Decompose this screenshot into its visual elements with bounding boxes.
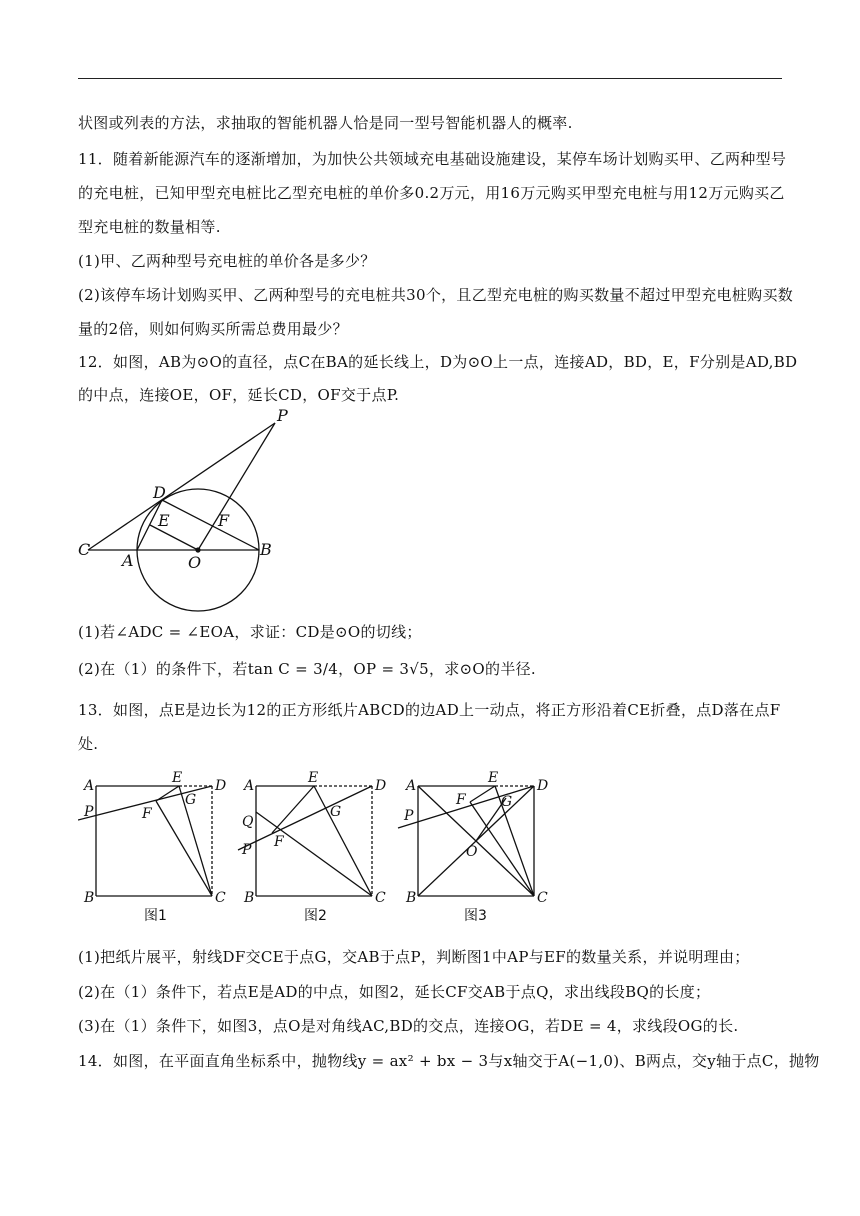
fig2-label-b: B xyxy=(244,890,255,906)
fig3 xyxy=(398,786,534,896)
q13-stem-line1: 13．如图，点E是边长为12的正方形纸片ABCD的边AD上一动点，将正方形沿着CE折叠，点D落在点F xyxy=(78,701,781,719)
fig2-label-d: D xyxy=(375,778,387,794)
q13-stem-line2: 处. xyxy=(78,735,99,753)
q12-stem-line2: 的中点，连接OE，OF，延长CD，OF交于点P. xyxy=(78,386,400,404)
fig2-label-a: A xyxy=(244,778,255,794)
fig1-label-a: A xyxy=(84,778,95,794)
fig3-label-g: G xyxy=(501,794,513,810)
fig1-caption: 图1 xyxy=(144,908,167,924)
fig1-label-g: G xyxy=(185,792,197,808)
fig2-label-p: P xyxy=(242,842,252,858)
q12-stem-line1: 12．如图，AB为⊙O的直径，点C在BA的延长线上，D为⊙O上一点，连接AD，BD，E，F分别是AD,BD xyxy=(78,353,798,371)
fig1-label-d: D xyxy=(215,778,227,794)
fig3-label-d: D xyxy=(537,778,549,794)
q13-figures xyxy=(78,768,558,928)
fig2-caption: 图2 xyxy=(304,908,327,924)
fig2-label-c: C xyxy=(375,890,386,906)
label-b: B xyxy=(260,540,272,559)
header-rule xyxy=(78,78,782,79)
fig1-label-e: E xyxy=(172,770,183,786)
q12-part2: (2)在（1）的条件下，若tan C = 3/4，OP = 3√5，求⊙O的半径. xyxy=(78,660,536,678)
q14-stem-line1: 14．如图，在平面直角坐标系中，抛物线y = ax² + bx − 3与x轴交于A(−1,0)、B两点，交y轴于点C，抛物 xyxy=(78,1052,820,1070)
q11-stem-line3: 型充电桩的数量相等. xyxy=(78,218,221,236)
fig3-label-o: O xyxy=(466,844,478,860)
fig1-label-p: P xyxy=(84,804,94,820)
fig3-label-a: A xyxy=(406,778,417,794)
label-p: P xyxy=(277,406,288,425)
fig3-label-b: B xyxy=(406,890,417,906)
q11-part1: (1)甲、乙两种型号充电桩的单价各是多少？ xyxy=(78,252,376,270)
q11-stem-line1: 11．随着新能源汽车的逐渐增加，为加快公共领域充电基础设施建设，某停车场计划购买甲、乙两种型号 xyxy=(78,150,787,168)
fig1-label-f: F xyxy=(142,806,152,822)
q12-figure xyxy=(70,405,300,615)
q11-part2-line2: 量的2倍，则如何购买所需总费用最少？ xyxy=(78,320,348,338)
q12-part1: (1)若∠ADC = ∠EOA，求证：CD是⊙O的切线； xyxy=(78,623,422,641)
fig2-label-g: G xyxy=(330,804,342,820)
q13-part3: (3)在（1）条件下，如图3，点O是对角线AC,BD的交点，连接OG，若DE = 4，求线段OG的长. xyxy=(78,1017,739,1035)
fig3-label-f: F xyxy=(456,792,466,808)
label-c: C xyxy=(78,540,91,559)
q13-part1: (1)把纸片展平，射线DF交CE于点G，交AB于点P，判断图1中AP与EF的数量关系，并说明理由； xyxy=(78,948,750,966)
fig1-label-b: B xyxy=(84,890,95,906)
center-o-dot xyxy=(195,547,200,552)
label-o: O xyxy=(188,553,202,572)
fig2-label-e: E xyxy=(308,770,319,786)
fig3-label-c: C xyxy=(537,890,548,906)
q11-part2-line1: (2)该停车场计划购买甲、乙两种型号的充电桩共30个，且乙型充电桩的购买数量不超过甲型充电桩购买数 xyxy=(78,286,794,304)
fig1-label-c: C xyxy=(215,890,226,906)
label-d: D xyxy=(153,483,166,502)
q13-part2: (2)在（1）条件下，若点E是AD的中点，如图2，延长CF交AB于点Q，求出线段BQ的长度； xyxy=(78,983,711,1001)
label-a: A xyxy=(122,551,134,570)
fig3-label-e: E xyxy=(488,770,499,786)
q10-continuation: 状图或列表的方法，求抽取的智能机器人恰是同一型号智能机器人的概率. xyxy=(78,114,573,132)
fig2-label-f: F xyxy=(274,834,284,850)
fig2 xyxy=(238,786,372,896)
fig2-label-q: Q xyxy=(242,814,254,830)
label-e: E xyxy=(158,511,170,530)
fig3-caption: 图3 xyxy=(464,908,487,924)
q11-stem-line2: 的充电桩，已知甲型充电桩比乙型充电桩的单价多0.2万元，用16万元购买甲型充电桩与用12万元购买乙 xyxy=(78,184,785,202)
label-f: F xyxy=(218,511,230,530)
fig3-label-p: P xyxy=(404,808,414,824)
